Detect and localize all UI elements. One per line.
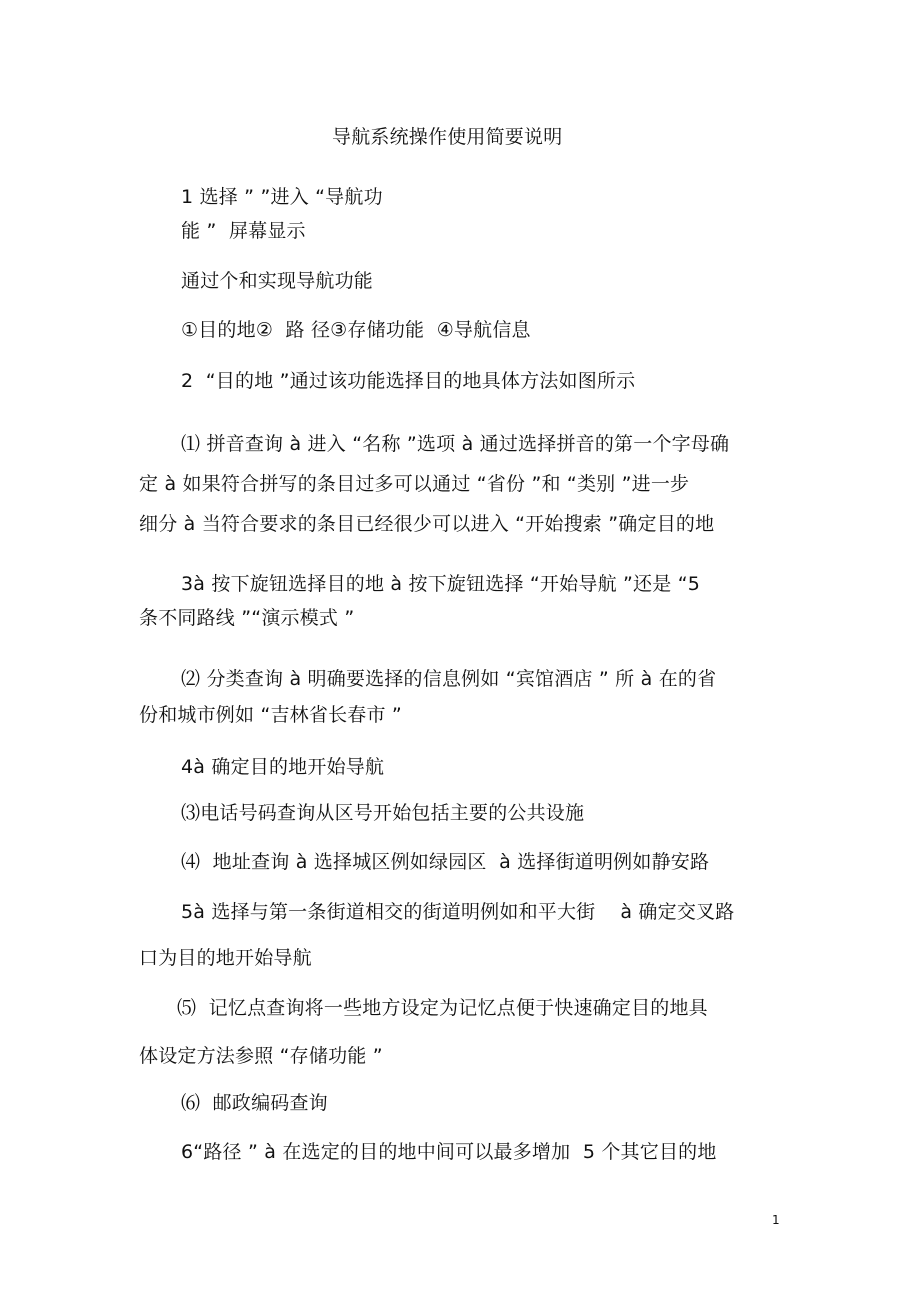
document-title: 导航系统操作使用简要说明: [332, 126, 563, 148]
text-line: 2 “目的地 ”通过该功能选择目的地具体方法如图所示: [181, 370, 636, 392]
text-line: 定 à 如果符合拼写的条目过多可以通过 “省份 ”和 “类别 ”进一步: [139, 473, 690, 495]
text-line: ⑸ 记忆点查询将一些地方设定为记忆点便于快速确定目的地具: [177, 997, 708, 1019]
text-line: 3à 按下旋钮选择目的地 à 按下旋钮选择 “开始导航 ”还是 “5: [181, 573, 701, 595]
text-line: ⑶电话号码查询从区号开始包括主要的公共设施: [181, 802, 585, 824]
text-line: 通过个和实现导航功能: [181, 270, 374, 292]
page-number: 1: [772, 1213, 780, 1227]
text-line: 条不同路线 ”“演示模式 ”: [139, 607, 355, 629]
text-line: 能 ” 屏幕显示: [181, 220, 306, 242]
text-line: ⑴ 拼音查询 à 进入 “名称 ”选项 à 通过选择拼音的第一个字母确: [181, 433, 730, 455]
text-line: 细分 à 当符合要求的条目已经很少可以进入 “开始搜索 ”确定目的地: [139, 513, 715, 535]
text-line: ⑵ 分类查询 à 明确要选择的信息例如 “宾馆酒店 ” 所 à 在的省: [181, 668, 717, 690]
text-line: 口为目的地开始导航: [139, 947, 312, 969]
text-line: 1 选择 ” ”进入 “导航功: [181, 186, 383, 208]
text-line: ①目的地② 路 径③存储功能 ④导航信息: [181, 319, 531, 341]
text-line: 份和城市例如 “吉林省长春市 ”: [139, 704, 402, 726]
text-line: 5à 选择与第一条街道相交的街道明例如和平大街 à 确定交叉路: [181, 901, 735, 923]
text-line: ⑹ 邮政编码查询: [181, 1092, 328, 1114]
text-line: 体设定方法参照 “存储功能 ”: [139, 1045, 383, 1067]
text-line: ⑷ 地址查询 à 选择城区例如绿园区 à 选择街道明例如静安路: [181, 851, 710, 873]
text-line: 4à 确定目的地开始导航: [181, 756, 385, 778]
text-line: 6“路径 ” à 在选定的目的地中间可以最多增加 5 个其它目的地: [181, 1141, 717, 1163]
